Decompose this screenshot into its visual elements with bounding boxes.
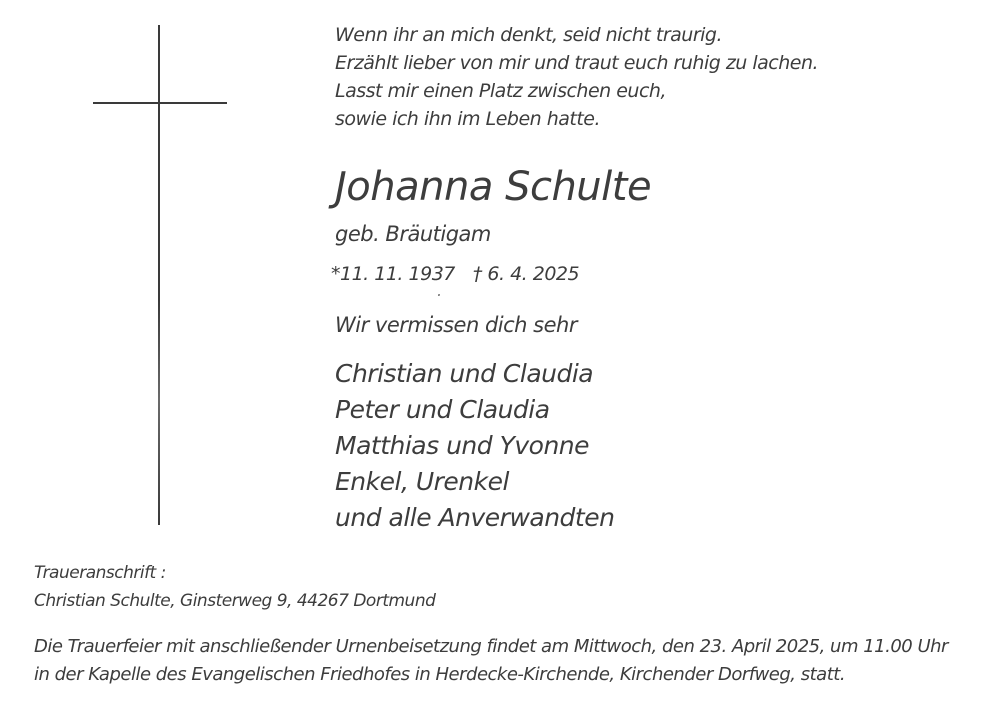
farewell-line: Wir vermissen dich sehr [335,313,577,337]
cross-vertical-line [158,25,160,525]
mourners-list [335,356,614,536]
funeral-details-line: Die Trauerfeier mit anschließender Urnenbeisetzung findet am Mittwoch, den 23. April 2025, um 11.00 Uhr [34,636,948,657]
mourner-line: Peter und Claudia [335,395,550,424]
verse-line: Wenn ihr an mich denkt, seid nicht traurig. [335,24,723,46]
mourner-line: Christian und Claudia [335,359,594,388]
funeral-details-line: in der Kapelle des Evangelischen Friedhofes in Herdecke-Kirchende, Kirchender Dorfweg, statt. [34,664,846,685]
death-date: † 6. 4. 2025 [472,263,580,285]
stray-print-mark: . [437,281,442,300]
birth-date: *11. 11. 1937 [331,263,455,285]
mourner-line: und alle Anverwandten [335,503,615,532]
mourner-line: Matthias und Yvonne [335,431,590,460]
maiden-name: geb. Bräutigam [335,222,491,246]
memorial-verse [335,21,818,133]
funeral-details [34,633,948,689]
deceased-name: Johanna Schulte [335,164,652,210]
condolence-address-label: Traueranschrift : [34,563,166,583]
condolence-address: Christian Schulte, Ginsterweg 9, 44267 Dortmund [34,591,436,611]
verse-line: Erzählt lieber von mir und traut euch ruhig zu lachen. [335,52,819,74]
verse-line: sowie ich ihn im Leben hatte. [335,108,601,130]
verse-line: Lasst mir einen Platz zwischen euch, [335,80,666,102]
condolence-address-block [34,559,435,615]
life-dates [331,263,579,285]
cross-horizontal-line [93,102,227,104]
mourner-line: Enkel, Urenkel [335,467,509,496]
